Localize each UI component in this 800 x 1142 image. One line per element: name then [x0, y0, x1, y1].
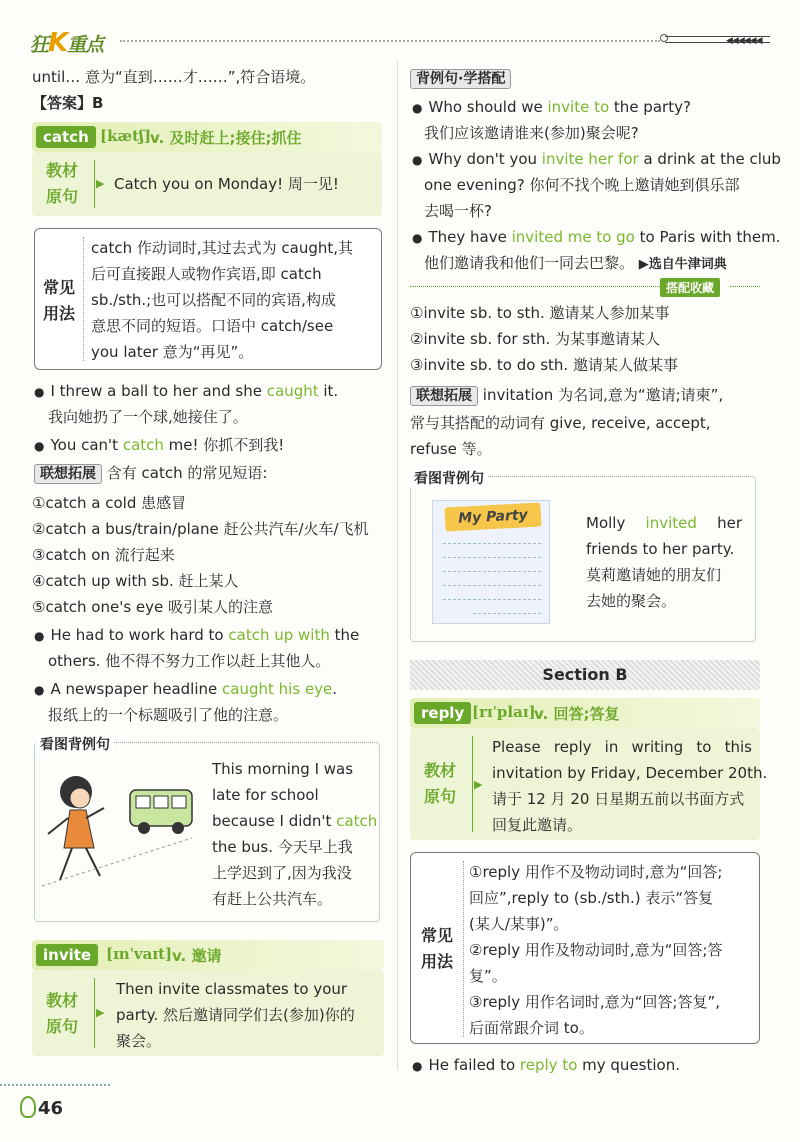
word-tag: catch	[36, 126, 96, 148]
picture-text-line: because I didn't catch	[212, 812, 378, 830]
invite-word-bar	[32, 940, 384, 970]
collect-divider	[730, 286, 760, 287]
divider	[94, 978, 95, 1048]
usage-line: ①reply 用作不及物动词时,意为“回答;	[469, 863, 723, 881]
arrow-icon: ▶	[474, 778, 483, 791]
example-sentence: ● Who should we invite to the party?	[412, 98, 691, 116]
source-line: Please reply in writing to this	[492, 738, 752, 756]
source-label: 教材 原句	[46, 161, 79, 206]
picture-tag: 看图背例句	[36, 734, 114, 754]
source-line: Then invite classmates to your	[116, 980, 348, 998]
example-sentence: ● A newspaper headline caught his eye.	[34, 680, 338, 698]
reply-source-box	[410, 728, 768, 840]
source-label: 教材 原句	[424, 761, 457, 806]
example-translation: 我向她扔了一个球,她接住了。	[48, 408, 248, 426]
assoc-line: refuse 等。	[410, 440, 492, 458]
collocation-item: ③invite sb. to do sth. 邀请某人做某事	[410, 356, 678, 374]
source-line: 请于 12 月 20 日星期五前以书面方式	[492, 790, 745, 808]
source-sentence: Catch you on Monday! 周一见!	[114, 175, 339, 193]
example-sentence: ● He failed to reply to my question.	[412, 1056, 680, 1074]
collect-tag: 搭配收藏	[660, 278, 720, 297]
example-sentence: ● They have invited me to go to Paris with them.	[412, 228, 781, 246]
pos-meaning: v. 邀请	[172, 947, 222, 965]
phrase-item: ①catch a cold 患感冒	[32, 494, 187, 512]
word-tag: reply	[414, 702, 471, 724]
divider	[472, 736, 473, 832]
picture-text-line: 有赶上公共汽车。	[212, 890, 333, 908]
usage-label: 常见 用法	[421, 926, 454, 971]
source-line: 回复此邀请。	[492, 816, 583, 834]
collect-divider	[410, 286, 660, 287]
usage-line: catch 作动词时,其过去式为 caught,其	[91, 239, 354, 257]
card-line	[443, 571, 541, 572]
divider	[463, 861, 464, 1037]
catch-usage-box	[34, 228, 382, 370]
catch-source-box	[32, 152, 382, 216]
card-line	[443, 599, 541, 600]
divider	[83, 237, 84, 361]
header-divider	[120, 40, 660, 42]
collocation-item: ①invite sb. to sth. 邀请某人参加某事	[410, 304, 670, 322]
girl-running-bus-illustration	[42, 768, 202, 898]
usage-line: (某人/某事)”。	[469, 915, 569, 933]
phrase-item: ③catch on 流行起来	[32, 546, 175, 564]
example-sentence: ● Why don't you invite her for a drink at the club	[412, 150, 781, 168]
source-label: 教材 原句	[46, 991, 79, 1036]
example-translation: 报纸上的一个标题吸引了他的注意。	[48, 706, 289, 724]
example-sentence: ● He had to work hard to catch up with the	[34, 626, 360, 644]
invitation-card	[432, 500, 550, 624]
collocation-tag: 背例句·学搭配	[410, 69, 511, 89]
picture-text-line: Molly invited her	[586, 514, 742, 532]
example-translation: 我们应该邀请谁来(参加)聚会呢?	[424, 124, 639, 142]
card-title: My Party	[444, 503, 541, 532]
header-circle-icon	[660, 34, 668, 42]
source-line: party. 然后邀请同学们去(参加)你的	[116, 1006, 355, 1024]
reply-word-bar	[410, 698, 760, 728]
intro-line: until… 意为“直到……才……”,符合语境。	[32, 68, 316, 86]
phrase-item: ④catch up with sb. 赶上某人	[32, 572, 239, 590]
reply-usage-box	[410, 852, 760, 1044]
picture-text-line: friends to her party.	[586, 540, 735, 558]
divider	[94, 160, 95, 208]
assoc-tag: 联想拓展	[34, 464, 102, 484]
catch-word-bar	[32, 122, 382, 152]
picture-text-line: 去她的聚会。	[586, 592, 677, 610]
arrow-icon: ▶	[96, 1006, 105, 1019]
usage-line: 回应”,reply to (sb./sth.) 表示“答复	[469, 889, 714, 907]
picture-text-line: This morning I was	[212, 760, 354, 778]
example-sentence: ● I threw a ball to her and she caught it.	[34, 382, 339, 400]
collocation-item: ②invite sb. for sth. 为某事邀请某人	[410, 330, 661, 348]
usage-line: 意思不同的短语。口语中 catch/see	[91, 317, 334, 335]
section-heading: Section B	[410, 660, 760, 690]
assoc-line: 联想拓展 invitation 为名词,意为“邀请;请柬”,	[410, 382, 723, 409]
example-sentence: ● You can't catch me! 你抓不到我!	[34, 436, 285, 454]
page-number: 46	[38, 1098, 64, 1119]
assoc-line: 常与其搭配的动词有 give, receive, accept,	[410, 414, 711, 432]
word-tag: invite	[36, 944, 98, 966]
picture-text-line: the bus. 今天早上我	[212, 838, 353, 856]
phonetic: [kætʃ]	[100, 127, 152, 145]
assoc-tag: 联想拓展	[410, 386, 478, 406]
example-translation: others. 他不得不努力工作以赶上其他人。	[48, 652, 331, 670]
answer: 【答案】B	[32, 94, 104, 112]
example-translation: one evening? 你何不找个晚上邀请她到俱乐部	[424, 176, 740, 194]
source-line: 聚会。	[116, 1032, 162, 1050]
header-arrows-icon: ◀◀◀◀◀◀	[726, 36, 762, 46]
pos-meaning: v. 回答;答复	[534, 705, 620, 723]
card-line	[443, 585, 541, 586]
usage-line: 后面常跟介词 to。	[469, 1019, 594, 1037]
assoc-line: 联想拓展 含有 catch 的常见短语:	[34, 460, 267, 487]
logo: 狂K重点	[30, 28, 104, 58]
usage-label: 常见 用法	[43, 278, 76, 323]
pos-meaning: v. 及时赶上;接住;抓住	[150, 129, 302, 147]
phonetic: [ɪnˈvaɪt]	[106, 945, 173, 963]
usage-line: you later 意为“再见”。	[91, 343, 254, 361]
card-line	[443, 557, 541, 558]
example-translation: 他们邀请我和他们一同去巴黎。 ▶选自牛津词典	[424, 254, 727, 272]
picture-text-line: 上学迟到了,因为我没	[212, 864, 352, 882]
usage-line: sb./sth.;也可以搭配不同的宾语,构成	[91, 291, 336, 309]
card-line	[443, 543, 541, 544]
phonetic: [rɪˈplaɪ]	[472, 703, 536, 721]
card-line	[473, 613, 541, 614]
invite-source-box	[32, 970, 384, 1056]
balloon-icon	[20, 1096, 36, 1118]
arrow-icon: ▶	[96, 177, 105, 190]
picture-text-line: 莫莉邀请她的朋友们	[586, 566, 722, 584]
picture-text-line: late for school	[212, 786, 319, 804]
example-translation: 去喝一杯?	[424, 202, 492, 220]
usage-line: ③reply 用作名词时,意为“回答;答复”,	[469, 993, 720, 1011]
usage-line: 后可直接跟人或物作宾语,即 catch	[91, 265, 322, 283]
picture-tag: 看图背例句	[410, 468, 488, 488]
footer-divider	[0, 1084, 110, 1086]
phrase-item: ②catch a bus/train/plane 赶公共汽车/火车/飞机	[32, 520, 369, 538]
column-divider	[397, 60, 398, 1070]
right-tag-line	[410, 68, 511, 88]
phrase-item: ⑤catch one's eye 吸引某人的注意	[32, 598, 274, 616]
usage-line: ②reply 用作及物动词时,意为“回答;答	[469, 941, 723, 959]
usage-line: 复”。	[469, 967, 507, 985]
oxford-source: ▶选自牛津词典	[638, 257, 727, 272]
source-line: invitation by Friday, December 20th.	[492, 764, 768, 782]
